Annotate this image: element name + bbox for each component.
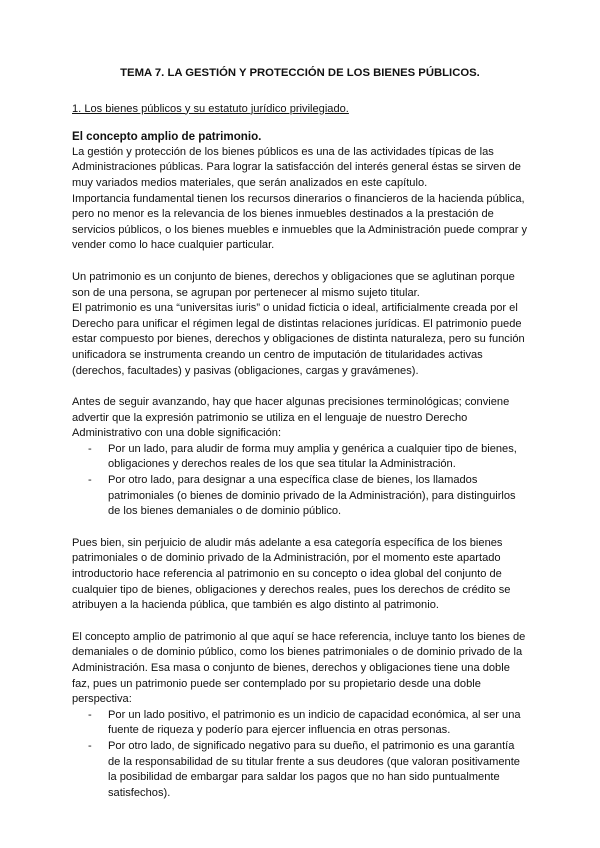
spacer bbox=[72, 379, 528, 395]
list-item-text: Por un lado positivo, el patrimonio es un indicio de capacidad económica, al ser una fuente de riqueza y poderío para ejercer influencia en otras personas. bbox=[108, 708, 521, 737]
significance-list bbox=[72, 442, 528, 520]
dash-bullet: - bbox=[88, 739, 92, 752]
paragraph-4: El patrimonio es una “universitas iuris” o unidad ficticia o ideal, artificialmente creada por el Derecho para unificar el régimen legal de distintas relaciones jurídicas. El patrimonio puede estar compuesto por bienes, derechos y obligaciones de distinta naturaleza, pero su función unificadora se instrumenta creando un centro de imputación de titularidades activas (derechos, facultades) y pasivas (obligaciones, cargas y gravámenes). bbox=[72, 302, 525, 377]
spacer bbox=[72, 254, 528, 270]
paragraph-1: La gestión y protección de los bienes públicos es una de las actividades típicas de las Administraciones públicas. Para lograr la satisfacción del interés general éstas se sirven de muy variados medios materiales, que serán analizados en este capítulo. bbox=[72, 145, 521, 189]
dash-bullet: - bbox=[88, 474, 92, 487]
dash-bullet: - bbox=[88, 708, 92, 721]
list-item-text: Por otro lado, de significado negativo para su dueño, el patrimonio es una garantía de la responsabilidad de su titular frente a sus deudores (que valoran positivamente la posibilidad de embargar para saldar los pagos que no han sido puntualmente satisfechos). bbox=[108, 739, 520, 799]
document-title: TEMA 7. LA GESTIÓN Y PROTECCIÓN DE LOS BIENES PÚBLICOS. bbox=[120, 67, 480, 79]
list-item bbox=[88, 442, 528, 473]
paragraph-6: Pues bien, sin perjuicio de aludir más adelante a esa categoría específica de los bienes patrimoniales o de dominio privado de la Administración, por el momento este apartado introductorio hace referencia al patrimonio en su concepto o idea global del conjunto de cualquier tipo de bienes, obligaciones y derechos reales, pues los derechos de crédito se atribuyen a la hacienda pública, que también es algo distinto al patrimonio. bbox=[72, 536, 511, 612]
paragraph-3: Un patrimonio es un conjunto de bienes, derechos y obligaciones que se aglutinan porque son de una persona, se agrupan por pertenecer al mismo sujeto titular. bbox=[72, 270, 515, 299]
dash-bullet: - bbox=[88, 442, 92, 455]
list-item bbox=[88, 739, 528, 801]
paragraph-5: Antes de seguir avanzando, hay que hacer algunas precisiones terminológicas; conviene advertir que la expresión patrimonio se utiliza en el lenguaje de nuestro Derecho Administrativo con una doble significación: bbox=[72, 396, 510, 440]
spacer bbox=[72, 520, 528, 536]
paragraph-7: El concepto amplio de patrimonio al que aquí se hace referencia, incluye tanto los bienes de demaniales o de dominio público, como los bienes patrimoniales o de dominio privado de la Administración. Esa masa o conjunto de bienes, derechos y obligaciones tiene una doble faz, pues un patrimonio puede ser contemplado por su propietario desde una doble perspectiva: bbox=[72, 630, 526, 706]
document-page bbox=[72, 66, 528, 801]
list-item bbox=[88, 708, 528, 739]
section-heading-link[interactable]: 1. Los bienes públicos y su estatuto jurídico privilegiado. bbox=[72, 102, 349, 115]
perspective-list bbox=[72, 708, 528, 802]
subheading-concepto-amplio: El concepto amplio de patrimonio. bbox=[72, 130, 262, 144]
paragraph-2: Importancia fundamental tienen los recursos dinerarios o financieros de la hacienda pública, pero no menor es la relevancia de los bienes inmuebles destinados a la prestación de servicios públicos, o los bienes muebles e inmuebles que la Administración puede comprar y vender como lo hace cualquier particular. bbox=[72, 192, 528, 252]
list-item bbox=[88, 473, 528, 520]
list-item-text: Por otro lado, para designar a una específica clase de bienes, los llamados patrimoniales (o bienes de dominio privado de la Administración), para distinguirlos de los bienes demaniales o de dominio público. bbox=[108, 474, 516, 518]
list-item-text: Por un lado, para aludir de forma muy amplia y genérica a cualquier tipo de bienes, obligaciones y derechos reales de los que sea titular la Administración. bbox=[108, 442, 517, 471]
spacer bbox=[72, 614, 528, 630]
